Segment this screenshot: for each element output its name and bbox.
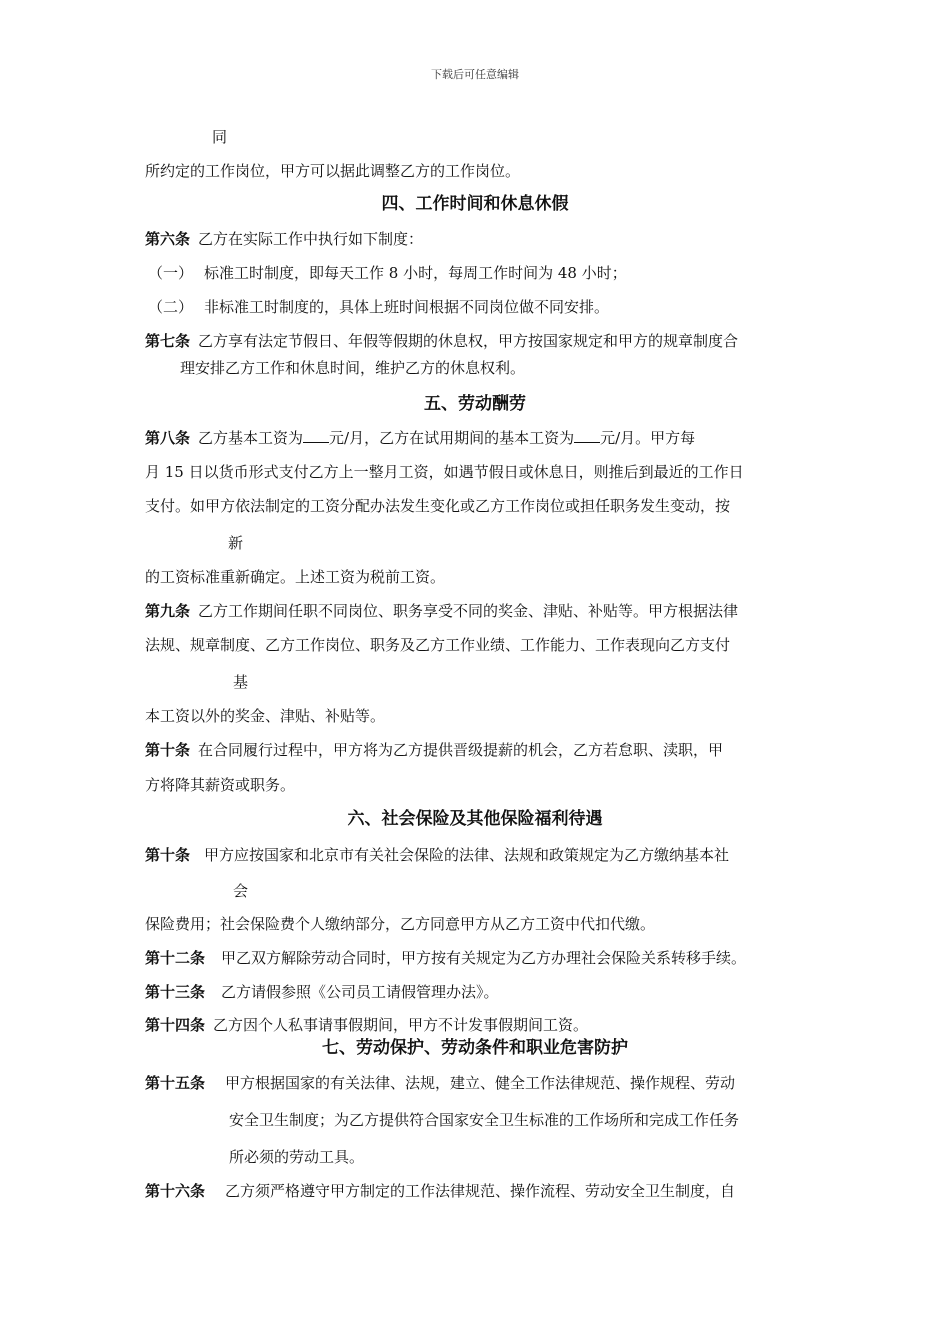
article-label: 第七条 <box>145 332 191 350</box>
article-text: 乙方在实际工作中执行如下制度： <box>198 230 424 248</box>
article-9 <box>145 601 738 621</box>
text-line: 方将降其薪资或职务。 <box>145 776 296 794</box>
text-line: 基 <box>233 673 249 691</box>
article-label: 第九条 <box>145 602 191 620</box>
section-heading: 七、劳动保护、劳动条件和职业危害防护 <box>322 1038 628 1058</box>
article-text: 甲方根据国家的有关法律、法规，建立、健全工作法律规范、操作规程、劳动 <box>225 1074 736 1092</box>
article-10 <box>145 740 723 760</box>
article-text: 乙方工作期间任职不同岗位、职务享受不同的奖金、津贴、补贴等。甲方根据法律 <box>198 602 739 620</box>
list-item-text: 非标准工时制度的，具体上班时间根据不同岗位做不同安排。 <box>204 298 610 316</box>
text-line: 保险费用；社会保险费个人缴纳部分，乙方同意甲方从乙方工资中代扣代缴。 <box>145 915 656 933</box>
article-text: 甲方应按国家和北京市有关社会保险的法律、法规和政策规定为乙方缴纳基本社 <box>204 846 730 864</box>
text-line: 所约定的工作岗位，甲方可以据此调整乙方的工作岗位。 <box>145 162 521 180</box>
probation-salary-blank <box>574 428 600 443</box>
article-label: 第十四条 <box>145 1016 206 1034</box>
text-line: 的工资标准重新确定。上述工资为税前工资。 <box>145 568 446 586</box>
list-item-text: 标准工时制度，即每天工作 8 小时，每周工作时间为 48 小时； <box>204 264 627 282</box>
article-7 <box>145 331 738 351</box>
article-text: 甲乙双方解除劳动合同时，甲方按有关规定为乙方办理社会保险关系转移手续。 <box>221 949 747 967</box>
page-header: 下载后可任意编辑 <box>431 68 519 81</box>
salary-blank <box>303 428 329 443</box>
article-6 <box>145 229 423 249</box>
text-line: 同 <box>212 128 228 146</box>
text-line: 会 <box>233 882 249 900</box>
text-line: 理安排乙方工作和休息时间，维护乙方的休息权利。 <box>180 359 526 377</box>
article-label: 第六条 <box>145 230 191 248</box>
list-item-number: （一） <box>148 264 194 282</box>
text-line: 安全卫生制度；为乙方提供符合国家安全卫生标准的工作场所和完成工作任务 <box>229 1111 740 1129</box>
article-text: 在合同履行过程中，甲方将为乙方提供晋级提薪的机会，乙方若怠职、渎职，甲 <box>198 741 724 759</box>
article-10b <box>145 845 729 865</box>
article-label: 第八条 <box>145 429 191 447</box>
text-line: 支付。如甲方依法制定的工资分配办法发生变化或乙方工作岗位或担任职务发生变动，按 <box>145 497 731 515</box>
section-heading: 六、社会保险及其他保险福利待遇 <box>347 809 603 829</box>
article-8 <box>145 428 695 448</box>
article-text: 乙方请假参照《公司员工请假管理办法》。 <box>221 983 499 1001</box>
article-label: 第十三条 <box>145 983 206 1001</box>
article-16 <box>145 1181 735 1201</box>
article-text: 乙方因个人私事请事假期间，甲方不计发事假期间工资。 <box>213 1016 589 1034</box>
section-heading: 四、工作时间和休息休假 <box>381 194 569 214</box>
article-13 <box>145 982 499 1002</box>
article-text: 乙方享有法定节假日、年假等假期的休息权，甲方按国家规定和甲方的规章制度合 <box>198 332 739 350</box>
article-label: 第十二条 <box>145 949 206 967</box>
article-14 <box>145 1015 588 1035</box>
section-heading: 五、劳动酬劳 <box>424 394 526 414</box>
article-label: 第十五条 <box>145 1074 206 1092</box>
list-item-number: （二） <box>148 298 194 316</box>
article-label: 第十条 <box>145 741 191 759</box>
text-line: 新 <box>228 534 244 552</box>
article-text: 乙方须严格遵守甲方制定的工作法律规范、操作流程、劳动安全卫生制度，自 <box>225 1182 736 1200</box>
article-12 <box>145 948 746 968</box>
text-line: 月 15 日以货币形式支付乙方上一整月工资，如遇节假日或休息日，则推后到最近的工作日 <box>145 463 744 481</box>
text-line: 所必须的劳动工具。 <box>229 1148 365 1166</box>
article-label: 第十六条 <box>145 1182 206 1200</box>
article-label: 第十条 <box>145 846 191 864</box>
article-text: 乙方基本工资为 <box>198 429 304 447</box>
article-text: 元/月。甲方每 <box>600 429 696 447</box>
article-15 <box>145 1073 735 1093</box>
text-line: 本工资以外的奖金、津贴、补贴等。 <box>145 707 386 725</box>
article-text: 元/月，乙方在试用期间的基本工资为 <box>329 429 575 447</box>
text-line: 法规、规章制度、乙方工作岗位、职务及乙方工作业绩、工作能力、工作表现向乙方支付 <box>145 636 731 654</box>
